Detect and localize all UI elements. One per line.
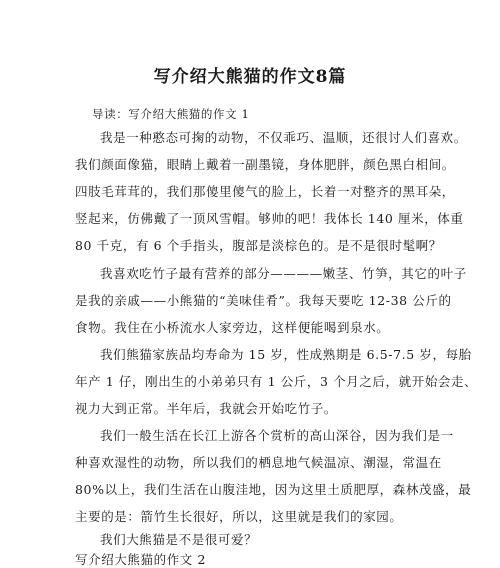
document-title: 写介绍大熊猫的作文8篇 xyxy=(153,67,347,87)
paragraph-1-line-4: 竖起来，仿佛戴了一顶风雪帽。够帅的吧！我体长 140 厘米，体重 xyxy=(75,211,464,226)
paragraph-1-line-1: 我是一种憨态可掬的动物，不仅乖巧、温顺，还很讨人们喜欢。 xyxy=(100,130,467,145)
paragraph-1-line-5: 80 千克，有 6 个手指头，腹部是淡棕色的。是不是很时髦啊？ xyxy=(75,238,442,253)
intro-label: 导读：写介绍大熊猫的作文 1 xyxy=(92,107,250,121)
paragraph-3-line-1: 我们熊猫家族品均寿命为 15 岁，性成熟期是 6.5-7.5 岁，每胎 xyxy=(100,347,472,362)
paragraph-4-line-2: 种喜欢湿性的动物，所以我们的栖息地气候温凉、潮湿，常温在 xyxy=(75,455,442,470)
paragraph-4-line-4: 主要的是：箭竹生长很好，所以，这里就是我们的家园。 xyxy=(75,509,403,524)
paragraph-5-line-1: 我们大熊猫是不是很可爱？ xyxy=(100,532,258,547)
paragraph-2-line-3: 食物。我住在小桥流水人家旁边，这样便能喝到泉水。 xyxy=(75,320,390,335)
next-section-heading: 写介绍大熊猫的作文 2 xyxy=(75,552,207,567)
paragraph-3-line-3: 视力大到正常。半年后，我就会开始吃竹子。 xyxy=(75,401,338,416)
paragraph-4-line-3: 80%以上，我们生活在山腹洼地，因为这里土质肥厚，森林茂盛，最 xyxy=(75,482,472,497)
paragraph-4-line-1: 我们一般生活在长江上游各个赏析的高山深谷，因为我们是一 xyxy=(100,428,454,443)
paragraph-1-line-3: 四肢毛茸茸的，我们那傻里傻气的脸上，长着一对整齐的黑耳朵， xyxy=(75,184,455,199)
paragraph-3-line-2: 年产 1 仔，刚出生的小弟弟只有 1 公斤，3 个月之后，就开始会走、 xyxy=(75,374,478,389)
paragraph-2-line-2: 是我的亲戚——小熊猫的“美味佳肴”。我每天要吃 12-38 公斤的 xyxy=(75,293,452,308)
paragraph-2-line-1: 我喜欢吃竹子最有营养的部分————嫩茎、竹笋，其它的叶子 xyxy=(100,266,467,281)
paragraph-1-line-2: 我们颜面像猫，眼睛上戴着一副墨镜，身体肥胖，颜色黑白相间。 xyxy=(75,157,455,172)
